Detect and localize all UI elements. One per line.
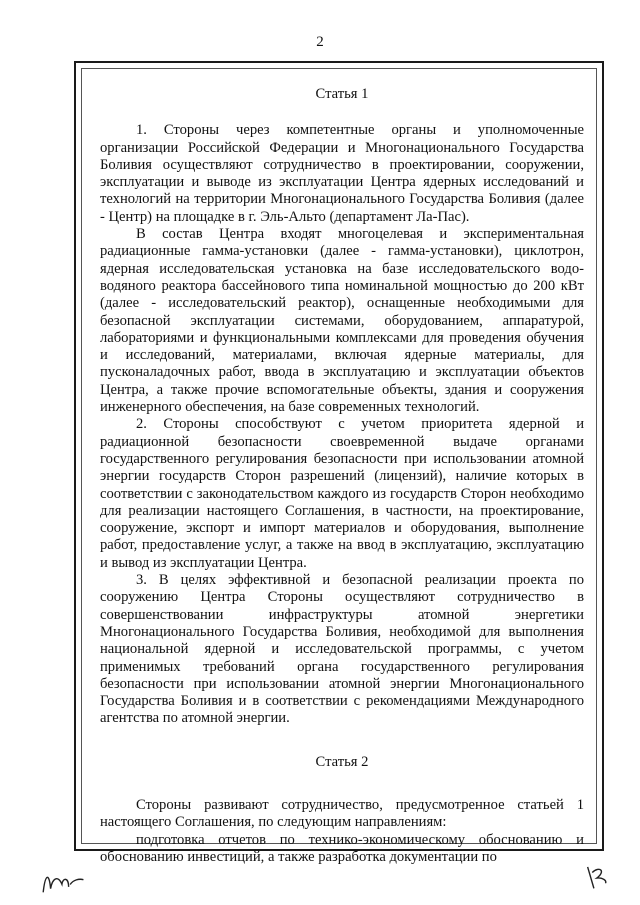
article-1-paragraph-3: 2. Стороны способствуют с учетом приоритета ядерной и радиационной безопасности своевременной выдаче органами государственного регулирования безопасности при использовании атомной энергии государств Сторон разрешений (лицензий), наличие которых в соответствии с законодательством каждого из государств Сторон необходимо для реализации настоящего Соглашения, в частности, на проектирование, сооружение, экспорт и импорт материалов и оборудования, выполнение работ, предоставление услуг, а также на ввод в эксплуатацию, эксплуатацию и вывод из эксплуатации Центра. — [100, 416, 584, 571]
page-number: 2 — [316, 34, 324, 50]
signature-left — [37, 864, 89, 905]
signature-right — [581, 861, 613, 899]
article-2-title: Статья 2 — [315, 753, 369, 770]
article-2-paragraph-1: Стороны развивают сотрудничество, предусмотренное статьей 1 настоящего Соглашения, по следующим направлениям: — [100, 796, 584, 831]
article-1-paragraph-4: 3. В целях эффективной и безопасной реализации проекта по сооружению Центра Стороны осуществляют сотрудничество в совершенствовании инфраструктуры атомной энергетики Многонационального Государства Боливия, необходимой для выполнения национальной ядерной и исследовательской программы, с учетом применимых требований органа государственного регулирования безопасности при использовании атомной энергии Многонационального Государства Боливия и в соответствии с рекомендациями Международного агентства по атомной энергии. — [100, 572, 584, 727]
article-1-title: Статья 1 — [315, 86, 369, 102]
article-1-paragraph-1: 1. Стороны через компетентные органы и уполномоченные организации Российской Федерации и Многонационального Государства Боливия осуществляют сотрудничество в проектировании, сооружении, эксплуатации и выводе из эксплуатации Центра ядерных исследований и технологий на территории Многонационального Государства Боливия (далее - Центр) на площадке в г. Эль-Альто (департамент Ла-Пас). — [100, 122, 584, 225]
article-2-paragraph-2: подготовка отчетов по технико-экономическому обоснованию и обоснованию инвестиций, а также разработка документации по — [100, 831, 584, 865]
document-body — [100, 86, 584, 866]
article-1-paragraph-2: В состав Центра входят многоцелевая и экспериментальная радиационные гамма-установки (далее - гамма-установки), циклотрон, ядерная исследовательская установка на базе исследовательского водо-водяного реактора бассейнового типа номинальной мощностью до 200 кВт (далее - исследовательский реактор), оснащенные необходимыми для безопасной эксплуатации системами, оборудованием, аппаратурой, лабораториями и функциональными комплексами для проведения обучения и исследований, материалами, включая ядерные материалы, для пусконаладочных работ, ввода в эксплуатацию и эксплуатации объектов Центра, а также прочие вспомогательные объекты, здания и сооружения инженерного обеспечения, на базе современных технологий. — [100, 226, 584, 416]
